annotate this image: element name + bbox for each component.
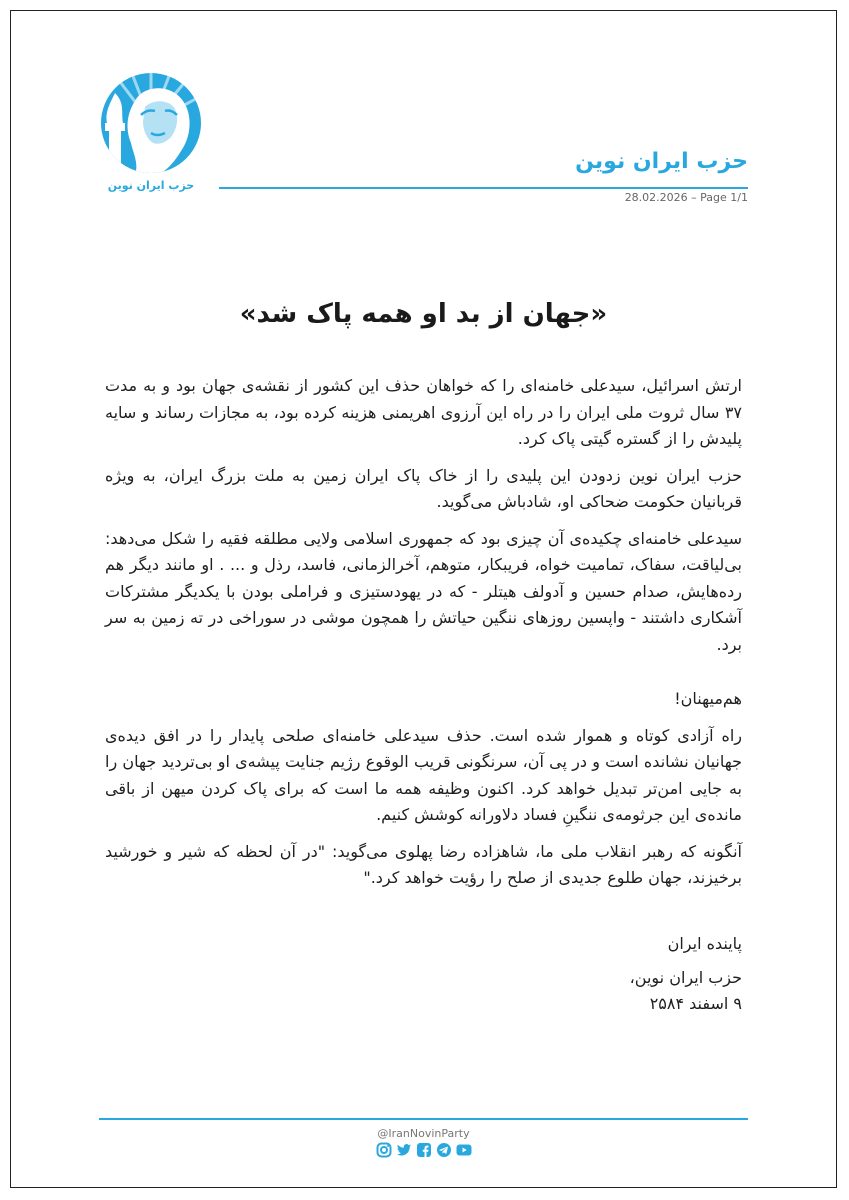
paragraph: سیدعلی خامنه‌ای چکیده‌ی آن چیزی بود که جمهوری اسلامی ولایی مطلقه فقیه را شکل می‌دهد: بی‌لیاقت، سفاک، تمامیت خواه، فریبکار، متوهم، آخرالزمانی، فاسد، رذل و ... . او مانند دیگر هم رده‌هایش، صدام حسین و آدولف هیتلر - که در یهودستیزی و فراملی بودن با یکدیگر مشترکات آشکاری داشتند - واپسین روزهای ننگین حیاتش را همچون موشی در سوراخی در ته زمین به سر برد.	[105, 528, 742, 654]
document-page	[10, 10, 837, 1188]
social-handle[interactable]: @IranNovinParty	[377, 1127, 470, 1140]
paragraph: راه آزادی کوتاه و هموار شده است. حذف سیدعلی خامنه‌ای صلحی پایدار را در افق دیده‌ی جهانیان نشانده است و در پی آن، سرنگونی قریب الوقوع رژیم جنایت پیشه‌ی او بی‌تردید جهان را به جایی امن‌تر تبدیل خواهد کرد. اکنون وظیفه همه ما است که برای پاک کردن میهن از باقی مانده‌ی این جرثومه‌ی ننگینِ فساد دلاورانه کوشش کنیم.	[105, 725, 742, 824]
social-icons	[11, 1142, 836, 1158]
logo-text: حزب ایران نوین	[107, 179, 195, 192]
footer-divider	[99, 1118, 748, 1120]
signatory: حزب ایران نوین،	[629, 968, 742, 987]
paragraph: ارتش اسرائیل، سیدعلی خامنه‌ای را که خواهان حذف این کشور از نقشه‌ی جهان بود و به مدت ۳۷ سال ثروت ملی ایران را در راه این آرزوی اهریمنی هزینه کرده بود، به مجازات رساند و سایه پلیدش را از گستره گیتی پاک کرد.	[105, 376, 742, 448]
salutation: هم‌میهنان!	[674, 689, 742, 708]
closing-line: پاینده ایران	[667, 934, 742, 953]
party-logo	[95, 71, 207, 195]
instagram-icon[interactable]	[376, 1142, 392, 1158]
party-name-heading: حزب ایران نوین	[575, 149, 748, 174]
document-body	[105, 373, 742, 902]
document-title: «جهان از بد او همه پاک شد»	[239, 299, 608, 329]
paragraph: حزب ایران نوین زدودن این پلیدی را از خاک پاک ایران زمین به ملت بزرگ ایران، به ویژه قربانیان حکومت ضحاکی او، شادباش می‌گوید.	[105, 465, 742, 511]
facebook-icon[interactable]	[416, 1142, 432, 1158]
date-page-label: 28.02.2026 – Page 1/1	[624, 191, 748, 204]
header-divider	[219, 187, 748, 189]
twitter-icon[interactable]	[396, 1142, 412, 1158]
youtube-icon[interactable]	[456, 1142, 472, 1158]
telegram-icon[interactable]	[436, 1142, 452, 1158]
signature-date: ۹ اسفند ۲۵۸۴	[649, 994, 742, 1013]
signature-block	[630, 931, 742, 1025]
paragraph: آنگونه که رهبر انقلاب ملی ما، شاهزاده رضا پهلوی می‌گوید: "در آن لحظه که شیر و خورشید برخیزند، جهان طلوع جدیدی از صلح را رؤیت خواهد کرد."	[105, 841, 742, 887]
